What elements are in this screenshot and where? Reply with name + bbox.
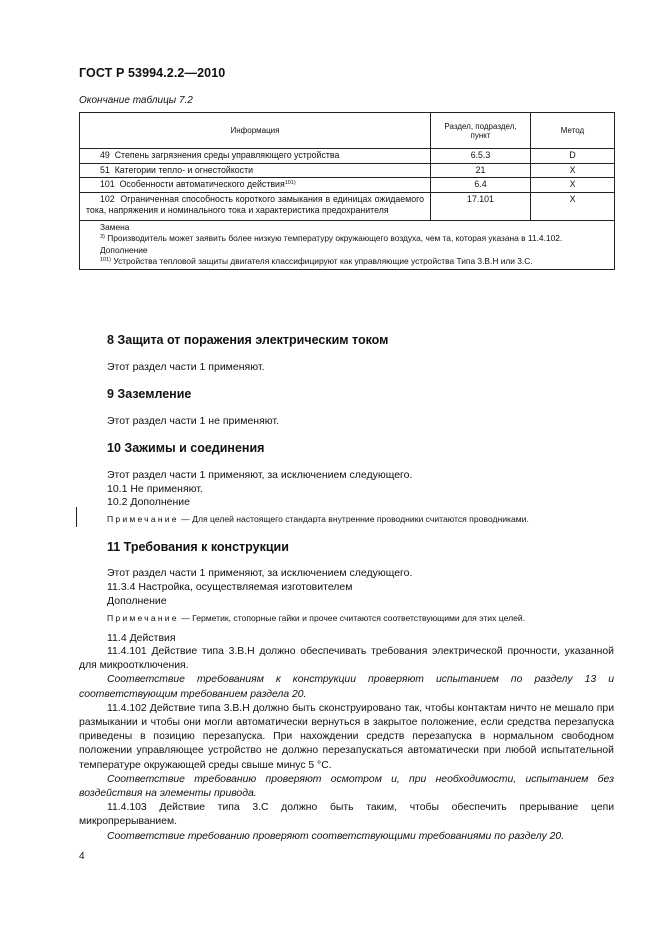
row-info: 102 Ограниченная способность короткого замыкания в единицах ожидаемого тока, напряжения и номинального тока и характеристика предохранителя	[80, 192, 431, 220]
notes-add-label: Дополнение	[100, 244, 148, 255]
section-8-title: 8 Защита от поражения электрическим током	[107, 333, 389, 347]
row-method: X	[531, 192, 615, 220]
section-11-text: Этот раздел части 1 применяют, за исключением следующего.	[107, 567, 413, 579]
clause-11-4-101: 11.4.101 Действие типа 3.В.Н должно обеспечивать требования электрической прочности, указанной для микроотключения.	[79, 646, 614, 672]
section-10-note: Примечание — Для целей настоящего стандарта внутренние проводники считаются проводниками.	[107, 514, 529, 524]
table-notes-row	[80, 220, 615, 269]
section-11-4: 11.4 Действия	[107, 632, 176, 644]
row-info: 51 Категории тепло- и огнестойкости	[80, 163, 431, 178]
header-section: Раздел, подраздел, пункт	[431, 113, 531, 149]
header-info: Информация	[80, 113, 431, 149]
table-row	[80, 149, 615, 164]
page-number: 4	[79, 851, 85, 862]
change-bar	[76, 507, 77, 527]
note-101: $^{101)}$ Устройства тепловой защиты двигателя классифицируют как управляющие устройства Типа 3.В.Н или 3.С.	[100, 256, 533, 267]
section-11-addition: Дополнение	[107, 595, 167, 607]
section-10-2: 10.2 Дополнение	[107, 496, 190, 508]
section-11-note: Примечание — Герметик, стопорные гайки и прочее считаются соответствующими для этих целей.	[107, 613, 526, 623]
table-row	[80, 178, 615, 193]
row-info: 101 Особенности автоматического действия$^{101)}$	[80, 178, 431, 193]
standard-header: ГОСТ Р 53994.2.2—2010	[79, 66, 226, 80]
section-11-title: 11 Требования к конструкции	[107, 540, 289, 554]
clause-11-4-102-check: Соответствие требованию проверяют осмотром и, при необходимости, испытанием без воздействия на элементы привода.	[79, 773, 614, 800]
table-notes	[80, 220, 615, 269]
section-9-title: 9 Заземление	[107, 387, 192, 401]
section-10-title: 10 Зажимы и соединения	[107, 441, 265, 455]
clause-11-4-103-check: Соответствие требованию проверяют соответствующими требованиями по разделу 20.	[107, 830, 565, 842]
row-method: X	[531, 178, 615, 193]
row-info: 49 Степень загрязнения среды управляющего устройства	[80, 149, 431, 164]
section-10-1: 10.1 Не применяют.	[107, 483, 203, 495]
requirements-table	[79, 112, 615, 270]
table-caption: Окончание таблицы 7.2	[79, 95, 193, 106]
section-11-3-4: 11.3.4 Настройка, осуществляемая изготовителем	[107, 581, 353, 593]
section-8-text: Этот раздел части 1 применяют.	[107, 361, 265, 373]
row-section: 6.5.3	[431, 149, 531, 164]
section-10-text: Этот раздел части 1 применяют, за исключением следующего.	[107, 469, 413, 481]
row-section: 17.101	[431, 192, 531, 220]
table-row	[80, 192, 615, 220]
row-method: D	[531, 149, 615, 164]
header-method: Метод	[531, 113, 615, 149]
section-9-text: Этот раздел части 1 не применяют.	[107, 415, 279, 427]
notes-replace-label: Замена	[100, 221, 130, 232]
table-header-row	[80, 113, 615, 149]
clause-11-4-101-check: Соответствие требованиям к конструкции проверяют испытанием по разделу 13 и соответствующим требованием раздела 20.	[79, 674, 614, 700]
row-method: X	[531, 163, 615, 178]
table-row	[80, 163, 615, 178]
section-11-body	[79, 645, 614, 844]
clause-11-4-102: 11.4.102 Действие типа 3.В.Н должно быть сконструировано так, чтобы контактам ничто не мешало при размыкании и чтобы они могли автоматически вернуться в закрытое положение, если средства перезапуска приведены в позицию перезапуска. При нахождении средств перезапуска в нормальном свободном положении управляющее устройство не должно перезапускаться автоматически при любой испытательной температуре окружающей среды свыше минус 5 °С.	[79, 702, 614, 771]
clause-11-4-103: 11.4.103 Действие типа 3.С должно быть таким, чтобы обеспечить прерывание цепи микропрерыванием.	[79, 802, 614, 828]
row-section: 6.4	[431, 178, 531, 193]
row-section: 21	[431, 163, 531, 178]
note-3: $^{3)}$ Производитель может заявить более низкую температуру окружающего воздуха, чем та, которая указана в 11.4.102.	[100, 233, 563, 244]
